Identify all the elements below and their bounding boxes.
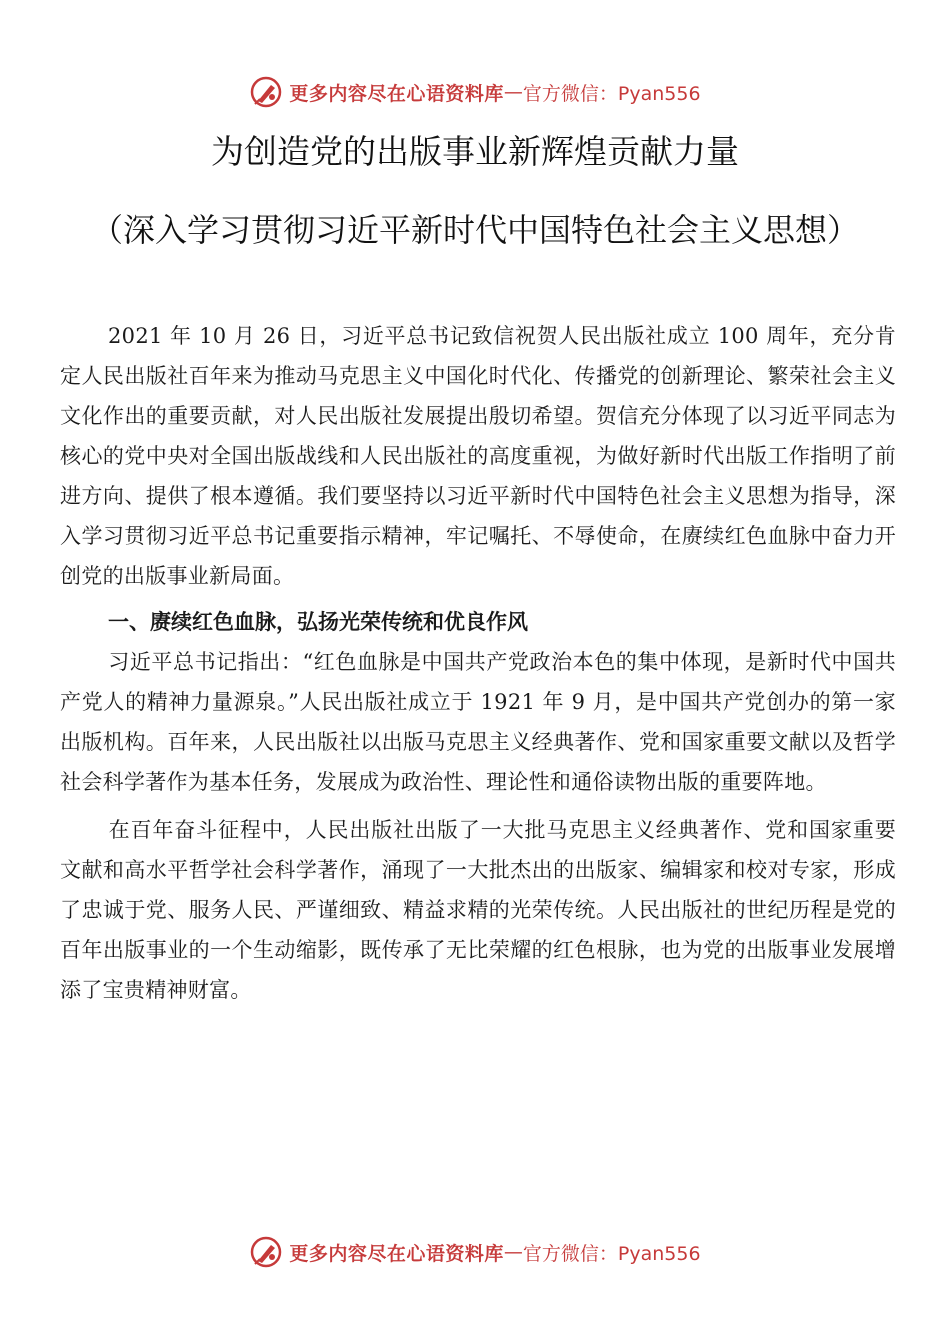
footer-watermark-banner	[0, 1232, 950, 1272]
banner-separator: —	[503, 1241, 523, 1263]
pen-logo-icon	[249, 1235, 283, 1269]
paragraph-text: 习近平总书记指出：“红色血脉是中国共产党政治本色的集中体现，是新时代中国共产党人的精神力量源泉。”人民出版社成立于 1921 年 9 月，是中国共产党创办的第一家出版机构。百年来，人民出版社以出版马克思主义经典著作、党和国家重要文献以及哲学社会科学著作为基本任务，发展成为政治性、理论性和通俗读物出版的重要阵地。	[60, 650, 896, 794]
paragraph-quote	[60, 642, 896, 802]
paragraph-text: 在百年奋斗征程中，人民出版社出版了一大批马克思主义经典著作、党和国家重要文献和高水平哲学社会科学著作，涌现了一大批杰出的出版家、编辑家和校对专家，形成了忠诚于党、服务人民、严谨细致、精益求精的光荣传统。人民出版社的世纪历程是党的百年出版事业的一个生动缩影，既传承了无比荣耀的红色根脉，也为党的出版事业发展增添了宝贵精神财富。	[60, 818, 896, 1002]
banner-contact: 官方微信：Pyan556	[522, 82, 701, 105]
section-heading: 一、赓续红色血脉，弘扬光荣传统和优良作风	[108, 610, 528, 634]
paragraph-intro	[60, 316, 896, 596]
header-watermark-banner	[0, 72, 950, 112]
paragraph-text: 2021 年 10 月 26 日，习近平总书记致信祝贺人民出版社成立 100 周年，充分肯定人民出版社百年来为推动马克思主义中国化时代化、传播党的创新理论、繁荣社会主义文化作出的重要贡献，对人民出版社发展提出殷切希望。贺信充分体现了以习近平同志为核心的党中央对全国出版战线和人民出版社的高度重视，为做好新时代出版工作指明了前进方向、提供了根本遵循。我们要坚持以习近平新时代中国特色社会主义思想为指导，深入学习贯彻习近平总书记重要指示精神，牢记嘱托、不辱使命，在赓续红色血脉中奋力开创党的出版事业新局面。	[60, 324, 896, 588]
paragraph-history	[60, 810, 896, 1010]
banner-text: 更多内容尽在心语资料库	[289, 82, 504, 105]
banner-contact: 官方微信：Pyan556	[522, 1242, 701, 1265]
banner-text: 更多内容尽在心语资料库	[289, 1242, 504, 1265]
pen-logo-icon	[249, 75, 283, 109]
document-title: 为创造党的出版事业新辉煌贡献力量	[211, 132, 739, 171]
banner-separator: —	[503, 81, 523, 103]
document-body	[60, 316, 896, 1010]
document-subtitle: （深入学习贯彻习近平新时代中国特色社会主义思想）	[90, 211, 859, 249]
